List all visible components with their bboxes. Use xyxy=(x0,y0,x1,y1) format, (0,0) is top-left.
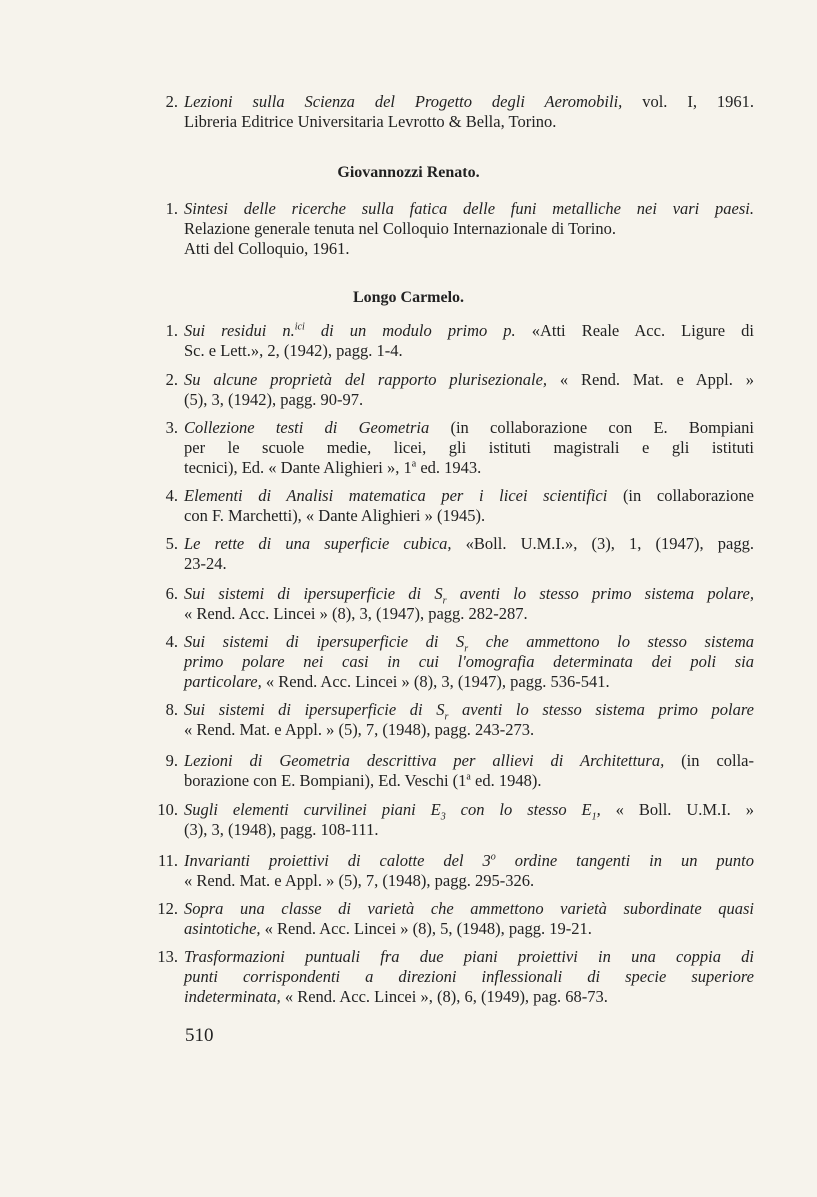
bibliography-entry: 10. Sugli elementi curvilinei piani $E_3$ con lo stesso $E_1$, « Boll. U.M.I. » (3), 3, (1948), pagg. 108-111. xyxy=(157,800,754,839)
author-heading: Longo Carmelo. xyxy=(352,289,465,306)
bibliography-entry: 12. Sopra una classe di varietà che ammettono varietà subordinate quasi asintotiche, « Rend. Acc. Lincei » (8), 5, (1948), pagg. 19-21. xyxy=(157,899,754,938)
bibliography-entry: 11. Invarianti proiettivi di calotte del 3$^o$ ordine tangenti in un punto « Rend. Mat. e Appl. » (5), 7, (1948), pagg. 295-326. xyxy=(157,851,755,890)
bibliography-entry: 2. Su alcune proprietà del rapporto plurisezionale, « Rend. Mat. e Appl. » (5), 3, (1942), pagg. 90-97. xyxy=(165,370,754,409)
entry-number: 2. xyxy=(165,92,178,111)
bibliography-entry: 8. Sui sistemi di ipersuperficie di $S_r$ aventi lo stesso sistema primo polare « Rend. Mat. e Appl. » (5), 7, (1948), pagg. 243-273. xyxy=(165,700,754,739)
bibliography-entry: 1. Sintesi delle ricerche sulla fatica delle funi metalliche nei vari paesi. Relazione generale tenuta nel Colloquio Internazionale di Torino. Atti del Colloquio, 1961. xyxy=(165,199,754,258)
bibliography-entry: 9. Lezioni di Geometria descrittiva per allievi di Architettura, (in colla- borazione con E. Bompiani), Ed. Veschi (1$^a$ ed. 1948). xyxy=(165,751,755,790)
bibliography-entry: 4. Sui sistemi di ipersuperficie di $S_r$ che ammettono lo stesso sistema primo polare nei casi in cui l'omografia determinata dei poli sia particolare, « Rend. Acc. Lincei » (8), 3, (1947), pagg. 536-541. xyxy=(165,632,754,691)
bibliography-entry: 5. Le rette di una superficie cubica, «Boll. U.M.I.», (3), 1, (1947), pagg. 23-24. xyxy=(165,534,754,573)
bibliography-entry: 13. Trasformazioni puntuali fra due piani proiettivi in una coppia di punti corrispondenti a direzioni inflessionali di specie superiore indeterminata, « Rend. Acc. Lincei », (8), 6, (1949), pag. 68-73. xyxy=(157,947,754,1006)
bibliography-entry: 1. Sui residui n.$^{ici}$ di un modulo primo p. «Atti Reale Acc. Ligure di Sc. e Lett.», 2, (1942), pagg. 1-4. xyxy=(165,321,754,360)
bibliography-entry: 4. Elementi di Analisi matematica per i licei scientifici (in collaborazione con F. Marchetti), « Dante Alighieri » (1945). xyxy=(165,486,754,525)
bibliography-entry: 6. Sui sistemi di ipersuperficie di $S_r$ aventi lo stesso primo sistema polare, « Rend. Acc. Lincei » (8), 3, (1947), pagg. 282-287. xyxy=(165,584,754,623)
author-heading: Giovannozzi Renato. xyxy=(337,164,480,181)
entry-title: Sintesi delle ricerche sulla fatica delle funi metalliche nei vari paesi. xyxy=(184,199,754,218)
bibliography-entry: 2. Lezioni sulla Scienza del Progetto degli Aeromobili, vol. I, 1961. Libreria Editrice Universitaria Levrotto & Bella, Torino. xyxy=(165,92,754,131)
page-number: 510 xyxy=(185,1025,214,1046)
entry-number: 1. xyxy=(165,199,178,218)
bibliography-entry: 3. Collezione testi di Geometria (in collaborazione con E. Bompiani per le scuole medie, licei, gli istituti magistrali e gli istituti tecnici), Ed. « Dante Alighieri », 1$^a$ ed. 1943. xyxy=(165,418,754,477)
entry-title: Lezioni sulla Scienza del Progetto degli Aeromobili, xyxy=(184,92,623,111)
